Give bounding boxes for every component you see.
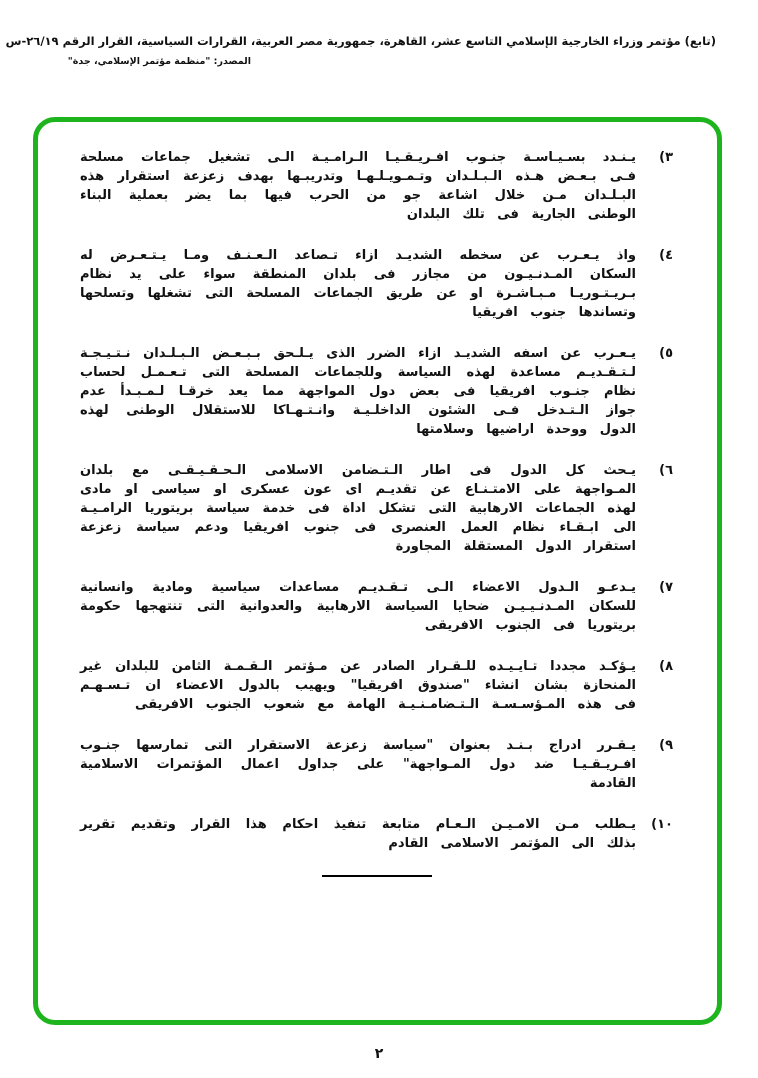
paragraph-number: ٣) <box>659 150 673 165</box>
paragraph-number: ٨) <box>659 659 673 674</box>
page-number: ٢ <box>374 1046 384 1062</box>
paragraph-text: يـقـرر ادراج بـنـد بعنوان "سياسة زعزعة الاستقرار التى تمارسها جنـوب افـريـقـيـا ضد دول المـواجهة" على جداول اعمال المؤتمرات الاسلامية القادمة <box>80 738 636 791</box>
document-header <box>5 34 716 67</box>
paragraph-text: واذ يـعـرب عن سخطه الشديـد ازاء تـصاعد الـعـنـف ومـا يـتـعـرض له السكان المـدنـيـون من مجازر فى بلدان المنطقة سواء على يد نظام بـريـتـوريـا مـبـاشـرة او عن طريق الجماعات المسلحة التى تشغلها وتسلحها وتساندها جنوب افريقيا <box>80 248 636 320</box>
paragraph-text: يـطلب مـن الامـيـن الـعـام متابعة تنفيذ احكام هذا القرار وتقديم تقرير بذلك الى المؤتمر الاسلامى القادم <box>80 817 636 851</box>
paragraph-list <box>80 148 673 853</box>
section-divider <box>322 875 432 877</box>
resolution-paragraph <box>80 736 673 793</box>
header-title: (تابع) مؤتمر وزراء الخارجية الإسلامي التاسع عشر، القاهرة، جمهورية مصر العربية، القرارات السياسية، القرار الرقم ٢٦/١٩-س <box>5 34 716 48</box>
paragraph-number: ٧) <box>659 580 673 595</box>
resolution-paragraph <box>80 246 673 322</box>
paragraph-text: يـحث كل الدول فى اطار الـتـضامن الاسلامى الـحـقـيـقـى مع بلدان المـواجهة على الامتـنـاع عن تقديـم اى عون عسكرى او سياسى او مادى لهذه الجماعات الارهابية التى تشكل اداة فى خدمة سياسة بريتوريا الرامـيـة الى ابـقـاء نظام العمل العنصرى فى جنوب افريقيا ودعم سياسة زعزعة استقرار الدول المستقلة المجاورة <box>80 463 636 554</box>
resolution-paragraph <box>80 461 673 556</box>
resolution-paragraph <box>80 657 673 714</box>
paragraph-number: ٤) <box>659 248 673 263</box>
header-source: المصدر: "منظمة مؤتمر الإسلامي، جدة" <box>67 56 251 67</box>
paragraph-number: ٩) <box>659 738 673 753</box>
paragraph-text: يـنـدد بسـيـاسـة جنـوب افـريـقـيـا الـرامـيـة الـى تشغيل جماعات مسلحة فـى بـعـض هـذه الـبـلـدان وتـمـويـلـهـا وتدريبـها بهدف زعزعة استقرار هذه البـلـدان مـن خلال اشاعة جو من الحرب فيها بما يضر بعملية البناء الوطنى الجارية فى تلك البلدان <box>80 150 636 222</box>
content-border-box <box>33 117 722 1025</box>
paragraph-text: يـؤكـد مجددا تـايـيـده للـقـرار الصادر عن مـؤتمر الـقـمـة الثامن للبلدان غير المنحازة بشان انشاء "صندوق افريقيا" ويهيب بالدول الاعضاء ان تـسـهـم فى هذه المـؤسـسـة الـتـضامـنـيـة الهامة مع شعوب الجنوب الافريقى <box>80 659 636 712</box>
paragraph-number: ٥) <box>659 346 673 361</box>
paragraph-text: يـعـرب عن اسفه الشديـد ازاء الضرر الذى يـلـحق بـبـعـض الـبـلـدان نـتـيـجـة لـتـقـديـم مساعدة لهذه السياسة وللجماعات المسلحة التى تـعـمـل لحساب نظام جنـوب افريقيا فى بعض دول المواجهة مما يعد خرقـا لـمـبـدأ عدم جواز الـتـدخل فـى الشئون الداخلـيـة وانـتـهـاكا للاستقلال الوطنى لهذه الدول ووحدة اراضيها وسلامتها <box>80 346 636 437</box>
resolution-paragraph <box>80 344 673 439</box>
paragraph-text: يـدعـو الـدول الاعضاء الـى تـقـديـم مساعدات سياسية ومادية وانسانية للسكان المـدنـيـيـن ضحايا السياسة الارهابية والعدوانية التى تنتهجها حكومة بريتوريا فى الجنوب الافريقى <box>80 580 636 633</box>
resolution-paragraph <box>80 578 673 635</box>
paragraph-number: ١٠) <box>651 817 673 832</box>
resolution-paragraph <box>80 815 673 853</box>
paragraph-number: ٦) <box>659 463 673 478</box>
resolution-paragraph <box>80 148 673 224</box>
